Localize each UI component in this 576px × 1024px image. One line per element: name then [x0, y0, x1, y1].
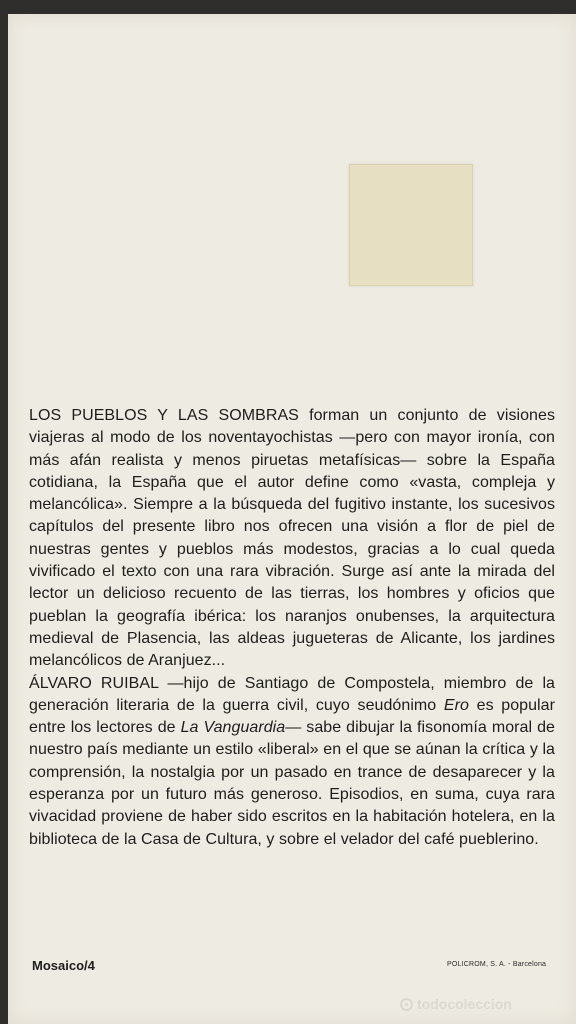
blurb-paragraph-1: LOS PUEBLOS Y LAS SOMBRAS forman un conjunto de visiones viajeras al modo de los noventayochistas —pero con mayor ironía, con más afán realista y menos piruetas metafísicas— sobre la España cotidiana, la España que el autor define como «vasta, compleja y melancólica». Siempre a la búsqueda del fugitivo instante, los sucesivos capítulos del presente libro nos ofrecen una visión a flor de piel de nuestras gentes y pueblos más modestos, gracias a lo cual queda vivificado el texto con una rara vibración. Surge así ante la mirada del lector un delicioso recuento de las tierras, los hombres y oficios que pueblan la geografía ibérica: los naranjos onubenses, la arquitectura medieval de Plasencia, las aldeas jugueteras de Alicante, los jardines melancólicos de Aranjuez...	[29, 407, 555, 670]
pseudonym-ero: Ero	[443, 696, 469, 714]
price-sticker-area	[349, 164, 473, 286]
watermark	[400, 996, 512, 1012]
series-label: Mosaico/4	[32, 958, 95, 973]
blurb-p2-part-c: — sabe dibujar la fisonomía moral de nuestro país mediante un estilo «liberal» en el que se aúnan la crítica y la comprensión, la nostalgia por un pasado en trance de desaparecer y la esperanza por un futuro más generoso. Episodios, en suma, cuya rara vivacidad proviene de haber sido escritos en la habitación hotelera, en la biblioteca de la Casa de Cultura, y sobre el velador del café pueblerino.	[29, 719, 555, 848]
blurb-p2-part-b: es popular entre los lectores de	[29, 696, 555, 737]
blurb-p2-part-a: ÁLVARO RUIBAL —hijo de Santiago de Compostela, miembro de la generación literaria de la guerra civil, cuyo seudónimo	[29, 674, 555, 714]
watermark-text: todocoleccion	[417, 996, 512, 1012]
blurb-text	[29, 405, 555, 851]
newspaper-title: La Vanguardia	[180, 719, 286, 737]
blurb-paragraph-2	[29, 673, 555, 851]
printer-credit: POLICROM, S. A. - Barcelona	[447, 961, 547, 968]
todocoleccion-logo-icon	[400, 998, 413, 1011]
